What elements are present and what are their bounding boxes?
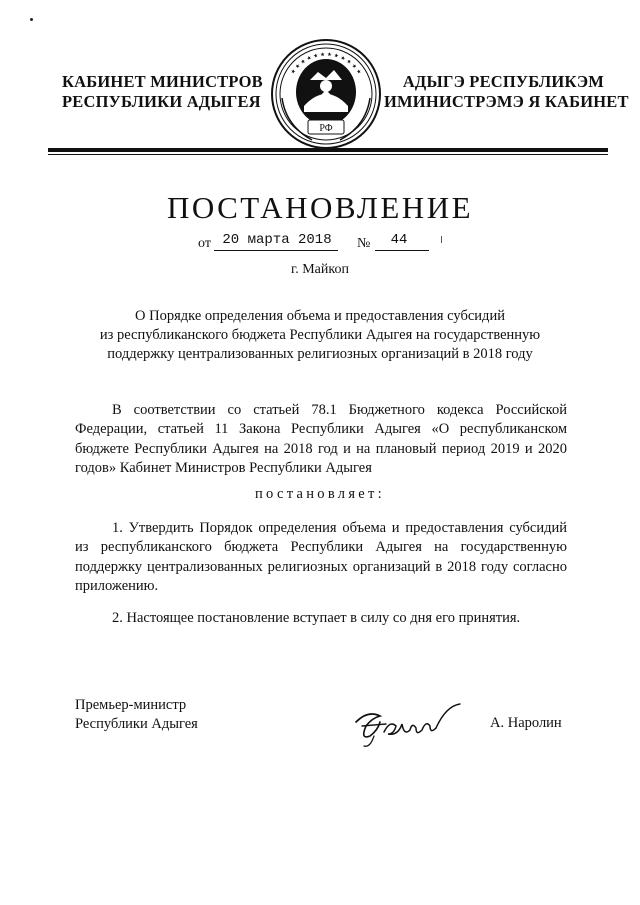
preamble-paragraph: В соответствии со статьей 78.1 Бюджетного кодекса Российской Федерации, статьей 11 Закона Республики Адыгея «О республиканском бюджете Республики Адыгея на 2018 год и на плановый период 2019 и 2020 годов» Кабинет Министров Республики Адыгея	[75, 402, 567, 476]
clause-2: 2. Настоящее постановление вступает в силу со дня его принятия.	[112, 610, 521, 626]
number-underline	[375, 250, 429, 251]
subject-line-1: О Порядке определения объема и предоставления субсидий	[135, 308, 505, 324]
issuer-line-2: РЕСПУБЛИКИ АДЫГЕЯ	[62, 92, 261, 111]
clause-1: 1. Утвердить Порядок определения объема и предоставления субсидий из республиканского бюджета Республики Адыгея на государственную поддержку централизованных религиозных организаций в 2018 году согласно приложению.	[75, 520, 567, 594]
header-divider-thick	[48, 148, 608, 152]
header-divider-thin	[48, 154, 608, 155]
document-subject	[60, 307, 580, 364]
document-city: г. Майкоп	[291, 262, 349, 277]
issuer-name-adyghe	[384, 72, 629, 112]
issuer-adyghe-line-1: АДЫГЭ РЕСПУБЛИКЭМ	[402, 72, 604, 91]
date-prefix: от	[198, 236, 211, 251]
decree-word: постановляет:	[254, 486, 386, 502]
coat-of-arms-emblem-icon	[268, 36, 384, 152]
svg-text:РФ: РФ	[319, 123, 333, 134]
scan-mark	[441, 236, 442, 243]
number-prefix: №	[357, 236, 371, 251]
issuer-adyghe-line-2: ИМИНИСТРЭМЭ Я КАБИНЕТ	[384, 92, 629, 111]
date-underline	[214, 250, 338, 251]
scan-speck	[30, 18, 33, 21]
document-title: ПОСТАНОВЛЕНИЕ	[166, 190, 474, 225]
issuer-line-1: КАБИНЕТ МИНИСТРОВ	[62, 72, 263, 91]
document-number: 44	[390, 232, 408, 248]
subject-line-3: поддержку централизованных религиозных организаций в 2018 году	[107, 346, 533, 362]
signatory-position	[75, 696, 198, 734]
subject-line-2: из республиканского бюджета Республики Адыгея на государственную	[99, 327, 541, 343]
signatory-position-line-2: Республики Адыгея	[75, 716, 198, 732]
document-date: 20 марта 2018	[222, 232, 332, 248]
signatory-name: А. Наролин	[490, 715, 562, 731]
svg-text:★ ★ ★ ★ ★ ★ ★ ★ ★ ★ ★ ★: ★ ★ ★ ★ ★ ★ ★ ★ ★ ★ ★ ★	[289, 51, 363, 76]
issuer-name-russian	[62, 72, 263, 112]
signatory-position-line-1: Премьер-министр	[75, 697, 187, 713]
handwritten-signature-icon	[350, 696, 468, 754]
